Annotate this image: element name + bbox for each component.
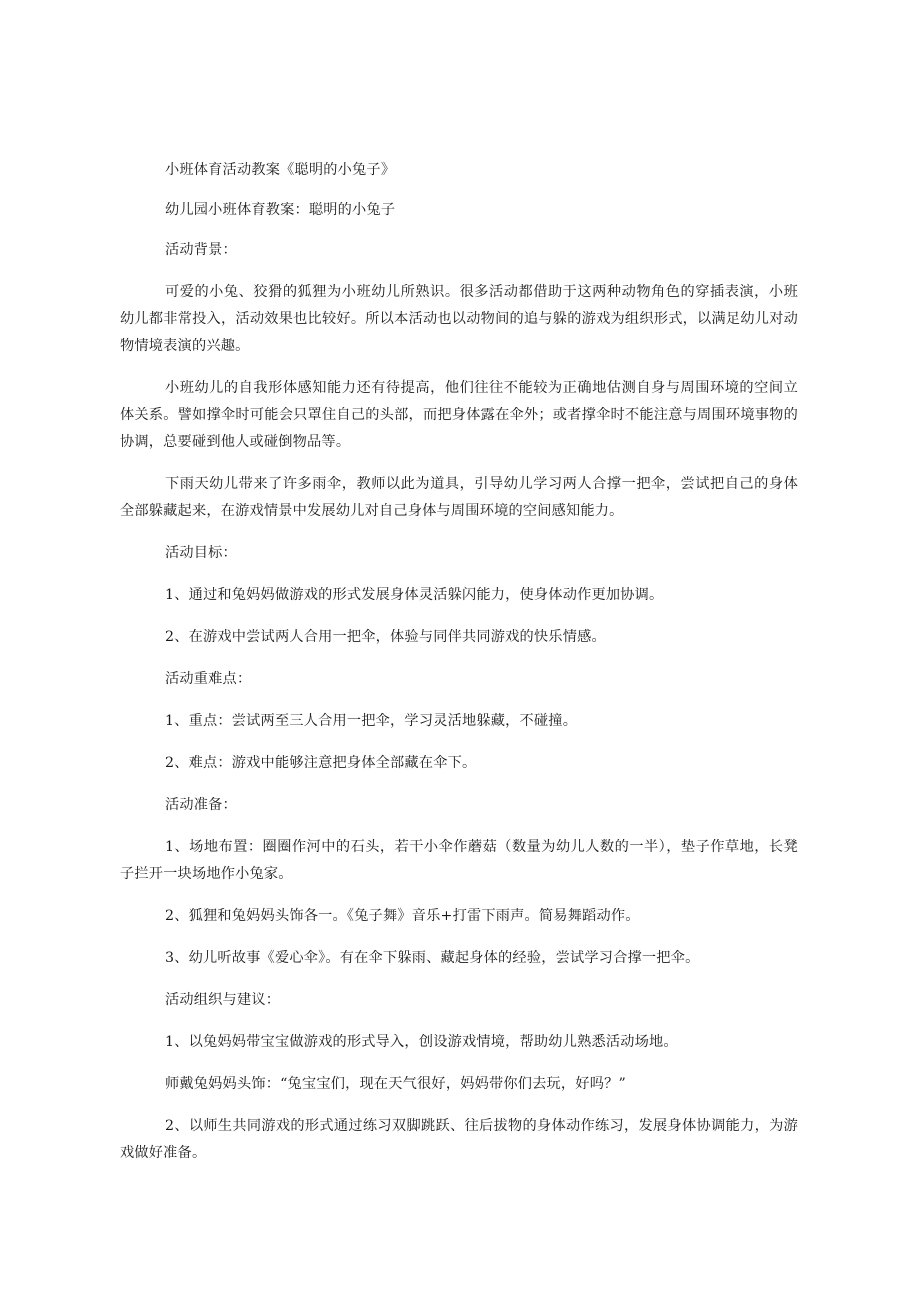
section-heading-background: 活动背景：: [165, 242, 237, 258]
section-heading-goals: 活动目标：: [165, 545, 237, 561]
list-item: 1、以兔妈妈带宝宝做游戏的形式导入，创设游戏情境，帮助幼儿熟悉活动场地。: [165, 1034, 678, 1050]
list-item: 2、难点：游戏中能够注意把身体全部藏在伞下。: [165, 755, 477, 771]
document-title: 小班体育活动教案《聪明的小兔子》: [165, 162, 396, 178]
list-item: 3、幼儿听故事《爱心伞》。有在伞下躲雨、藏起身体的经验，尝试学习合撑一把伞。: [165, 950, 700, 966]
document-subtitle: 幼儿园小班体育教案：聪明的小兔子: [165, 202, 396, 218]
section-heading-preparation: 活动准备：: [165, 797, 237, 813]
list-item: 1、通过和兔妈妈做游戏的形式发展身体灵活躲闪能力，使身体动作更加协调。: [165, 587, 664, 603]
document-body: [120, 157, 798, 1167]
paragraph: 下雨天幼儿带来了许多雨伞，教师以此为道具，引导幼儿学习两人合撑一把伞，尝试把自己的身体全部躲藏起来，在游戏情景中发展幼儿对自己身体与周围环境的空间感知能力。: [120, 476, 798, 519]
list-item: 1、重点：尝试两至三人合用一把伞，学习灵活地躲藏，不碰撞。: [165, 713, 578, 729]
list-item: 1、场地布置：圈圈作河中的石头，若干小伞作蘑菇（数量为幼儿人数的一半），垫子作草地，长凳子拦开一块场地作小兔家。: [120, 839, 798, 882]
section-heading-organization: 活动组织与建议：: [165, 992, 281, 1008]
section-heading-key-points: 活动重难点：: [165, 671, 252, 687]
list-item: 2、在游戏中尝试两人合用一把伞，体验与同伴共同游戏的快乐情感。: [165, 629, 606, 645]
list-item: 师戴兔妈妈头饰：“兔宝宝们，现在天气很好，妈妈带你们去玩，好吗？”: [165, 1076, 626, 1092]
list-item: 2、以师生共同游戏的形式通过练习双脚跳跃、往后拔物的身体动作练习，发展身体协调能力，为游戏做好准备。: [120, 1118, 798, 1161]
paragraph: 小班幼儿的自我形体感知能力还有待提高，他们往往不能较为正确地估测自身与周围环境的空间立体关系。譬如撑伞时可能会只罩住自己的头部，而把身体露在伞外；或者撑伞时不能注意与周围环境事物的协调，总要碰到他人或碰倒物品等。: [120, 380, 798, 450]
list-item: 2、狐狸和兔妈妈头饰各一。《兔子舞》音乐+打雷下雨声。简易舞蹈动作。: [165, 908, 640, 924]
paragraph: 可爱的小兔、狡猾的狐狸为小班幼儿所熟识。很多活动都借助于这两种动物角色的穿插表演，小班幼儿都非常投入，活动效果也比较好。所以本活动也以动物间的追与躲的游戏为组织形式，以满足幼儿对动物情境表演的兴趣。: [120, 284, 798, 354]
